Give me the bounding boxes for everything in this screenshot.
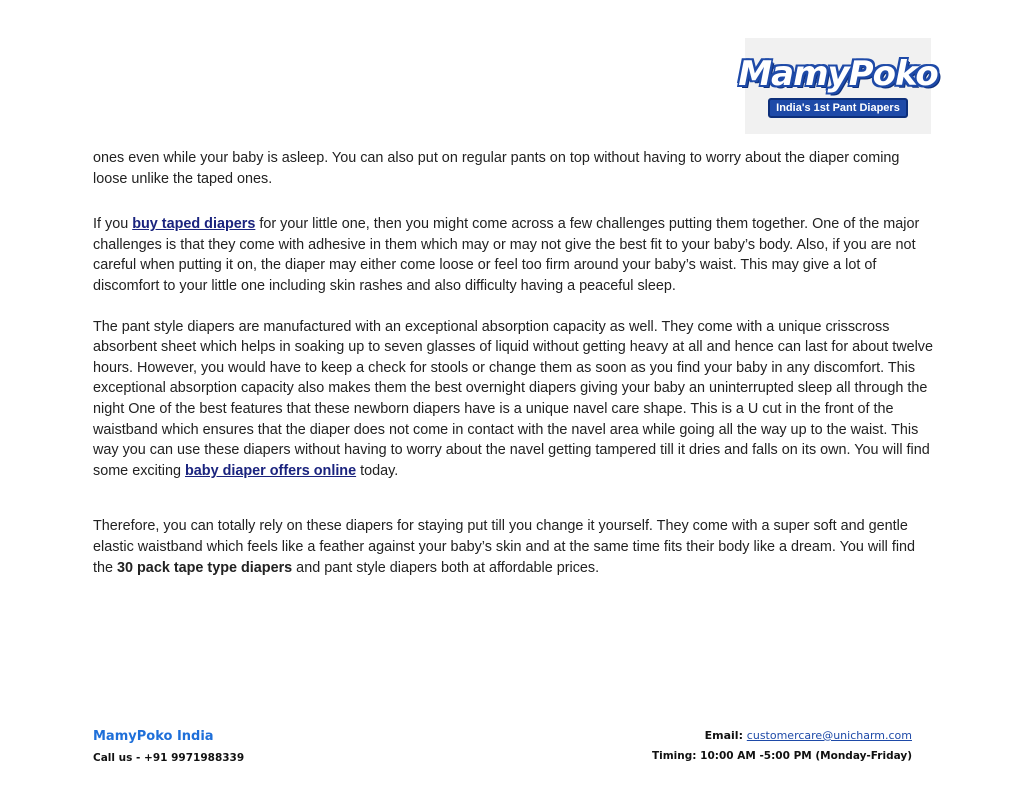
buy-taped-diapers-link[interactable]: buy taped diapers bbox=[132, 216, 256, 233]
email-link[interactable]: customercare@unicharm.com bbox=[746, 729, 912, 742]
paragraph-1-text: ones even while your baby is asleep. You can also put on regular pants on top without having to worry about the diaper coming loose unlike the taped ones. bbox=[93, 150, 900, 187]
paragraph-3-text-a: The pant style diapers are manufactured with an exceptional absorption capacity as well. They come with a unique crisscross absorbent sheet which helps in soaking up to seven glasses of liquid without getting heavy at all and hence can last for about twelve hours. However, you would have to keep a check for stools or change them as soon as you find your baby in any discomfort. This exceptional absorption capacity also makes them the best overnight diapers giving your baby an uninterrupted sleep all through the night One of the best features that these newborn diapers have is a unique navel care shape. This is a U cut in the front of the waistband which ensures that the diaper does not come in contact with the navel area while going all the way up to the waist. This way you can use these diapers without having to worry about the navel getting tampered till it dries and falls on its own. You will find some exciting bbox=[93, 318, 933, 479]
bold-phrase: 30 pack tape type diapers bbox=[117, 559, 293, 576]
paragraph-3-text-b: today. bbox=[356, 462, 399, 479]
paragraph-4-text-b: and pant style diapers both at affordable prices. bbox=[292, 559, 600, 576]
paragraph-4-text-a: Therefore, you can totally rely on these diapers for staying put till you change it yourself. They come with a super soft and gentle elastic waistband which feels like a feather against your baby’s skin and at the same time fits their body like a dream. You will find the bbox=[93, 518, 916, 576]
paragraph-1 bbox=[93, 148, 933, 189]
paragraph-4 bbox=[93, 516, 933, 578]
logo-wordmark: MamyPoko bbox=[738, 54, 938, 94]
paragraph-2 bbox=[93, 214, 933, 296]
article-body bbox=[93, 148, 933, 578]
email-label: Email: bbox=[704, 729, 747, 742]
footer-email-line bbox=[652, 729, 912, 742]
footer-timing: Timing: 10:00 AM -5:00 PM (Monday-Friday) bbox=[651, 750, 912, 762]
footer-info bbox=[652, 729, 912, 762]
baby-diaper-offers-link[interactable]: baby diaper offers online bbox=[184, 462, 357, 479]
paragraph-2-text-a: If you bbox=[93, 216, 133, 233]
paragraph-3 bbox=[93, 317, 933, 482]
brand-logo bbox=[738, 38, 938, 134]
footer-contact bbox=[93, 729, 244, 764]
footer-brand: MamyPoko India bbox=[93, 729, 214, 744]
logo-tagline: India's 1st Pant Diapers bbox=[768, 98, 908, 118]
paragraph-2-text-b: for your little one, then you might come across a few challenges putting them together. One of the major challenges is that they come with adhesive in them which may or may not give the best fit to your baby’s body. Also, if you are not careful when putting it on, the diaper may either come loose or feel too firm around your baby’s waist. This may give a lot of discomfort to your little one including skin rashes and also difficulty having a peaceful sleep. bbox=[93, 216, 920, 294]
footer-phone: Call us - +91 9971988339 bbox=[93, 752, 245, 764]
